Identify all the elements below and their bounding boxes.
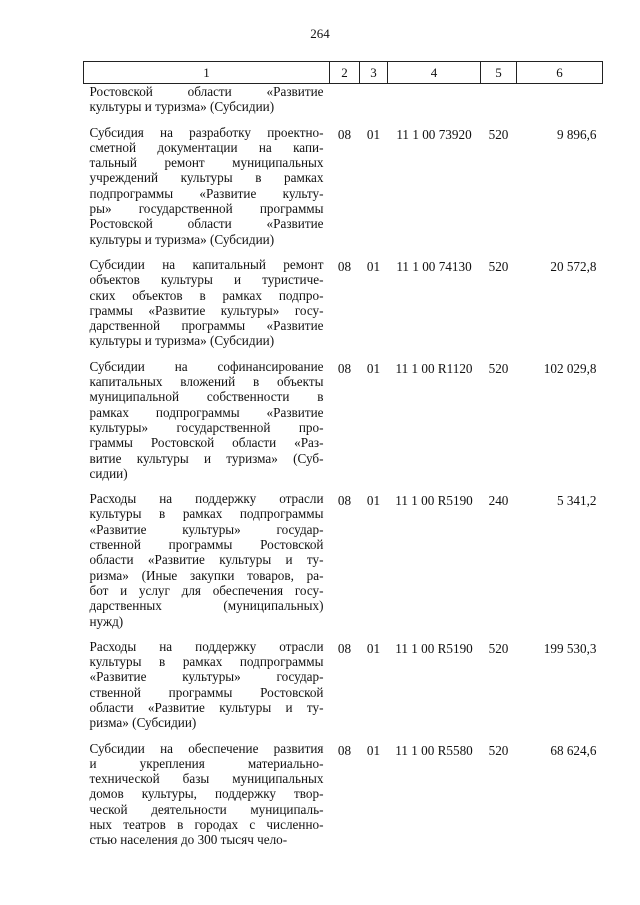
target-article-code: 11 1 00 R1120 — [395, 360, 473, 376]
description-line: сметной документации на капи- — [89, 139, 324, 155]
description-line: учреждений культуры в рамках — [89, 170, 324, 186]
target-article-code: 11 1 00 73920 — [396, 126, 472, 142]
amount-value: 199 530,3 — [543, 640, 597, 656]
amount-value: 68 624,6 — [550, 742, 597, 758]
table-body — [84, 84, 603, 858]
column-header-name: 1 — [84, 62, 330, 84]
description-line: культуры в рамках подпрограммы — [89, 654, 324, 670]
description-line: ных театров в городах с численно- — [89, 817, 324, 833]
column-header-section: 2 — [330, 62, 360, 84]
description-line: Субсидия на разработку проектно- — [89, 124, 324, 140]
description-line: объектов культуры и туристиче- — [89, 272, 324, 288]
table-header — [84, 62, 603, 84]
table-row — [84, 359, 603, 491]
description-line: культуры и туризма» (Субсидии) — [89, 231, 275, 247]
section-code — [330, 84, 360, 125]
description-line: «Развитие культуры» государ- — [89, 521, 324, 537]
description-line: ственной программы Ростовской — [89, 537, 324, 553]
description-line: Субсидии на софинансирование — [89, 358, 324, 374]
budget-table — [83, 61, 603, 858]
description-line: бот и услуг для обеспечения госу- — [89, 582, 324, 598]
description-line: капитальных вложений в объекты — [89, 374, 324, 390]
description-line: культуры» государственной про- — [89, 419, 324, 435]
table-row — [84, 84, 603, 125]
target-article-code: 11 1 00 R5190 — [395, 493, 473, 509]
target-article-code: 11 1 00 R5580 — [395, 742, 473, 758]
description-line: Ростовской области «Развитие — [89, 84, 324, 99]
column-header-amount: 6 — [517, 62, 603, 84]
description-line: культуры и туризма» (Субсидии) — [89, 99, 275, 115]
table-row — [84, 639, 603, 741]
expense-type-code: 520 — [488, 258, 509, 274]
description-line: подпрограммы «Развитие культу- — [89, 185, 324, 201]
description-line: области «Развитие культуры и ту- — [89, 552, 324, 568]
description-line: муниципальной собственности в — [89, 389, 324, 405]
description-line: витие культуры и туризма» (Суб- — [89, 450, 324, 466]
target-article-code: 11 1 00 74130 — [396, 258, 472, 274]
section-code: 08 — [337, 742, 352, 758]
column-header-target-article: 4 — [388, 62, 481, 84]
expense-type-code: 240 — [488, 493, 509, 509]
expense-type-code: 520 — [488, 742, 509, 758]
subsection-code: 01 — [366, 493, 381, 509]
table-row — [84, 125, 603, 257]
description-line: граммы «Развитие культуры» госу- — [89, 302, 324, 318]
target-article-code — [388, 84, 481, 125]
amount-value: 20 572,8 — [550, 258, 597, 274]
page-number: 264 — [310, 26, 330, 41]
description-line: Субсидии на обеспечение развития — [89, 740, 324, 756]
description-line: дарственных (муниципальных) — [89, 598, 324, 614]
description-line: культуры и туризма» (Субсидии) — [89, 333, 275, 349]
row-description — [84, 741, 330, 858]
subsection-code: 01 — [366, 742, 381, 758]
subsection-code: 01 — [366, 360, 381, 376]
description-line: рамках подпрограммы «Развитие — [89, 404, 324, 420]
table-row — [84, 741, 603, 858]
row-description — [84, 359, 330, 491]
section-code: 08 — [337, 126, 352, 142]
expense-type-code: 520 — [488, 640, 509, 656]
section-code: 08 — [337, 360, 352, 376]
description-line: ры» государственной программы — [89, 201, 324, 217]
description-line: Расходы на поддержку отрасли — [89, 638, 324, 654]
section-code: 08 — [337, 640, 352, 656]
description-line: Субсидии на капитальный ремонт — [89, 256, 324, 272]
amount-value: 5 341,2 — [556, 493, 597, 509]
row-description — [84, 491, 330, 639]
amount-value — [517, 84, 603, 125]
expense-type-code — [481, 84, 517, 125]
row-description — [84, 639, 330, 741]
description-line: области «Развитие культуры и ту- — [89, 699, 324, 715]
description-line: ских объектов в рамках подпро- — [89, 287, 324, 303]
row-description — [84, 257, 330, 359]
expense-type-code: 520 — [488, 360, 509, 376]
table-row — [84, 491, 603, 639]
table-row — [84, 257, 603, 359]
description-line: нужд) — [89, 613, 124, 629]
subsection-code: 01 — [366, 258, 381, 274]
section-code: 08 — [337, 258, 352, 274]
amount-value: 102 029,8 — [543, 360, 597, 376]
description-line: тальный ремонт муниципальных — [89, 155, 324, 171]
description-line: и укрепления материально- — [89, 755, 324, 771]
section-code: 08 — [337, 493, 352, 509]
description-line: дарственной программы «Развитие — [89, 318, 324, 334]
description-line: стью населения до 300 тысяч чело- — [89, 832, 288, 848]
description-line: технической базы муниципальных — [89, 771, 324, 787]
subsection-code: 01 — [366, 126, 381, 142]
description-line: ризма» (Иные закупки товаров, ра- — [89, 567, 324, 583]
amount-value: 9 896,6 — [556, 126, 597, 142]
description-line: ризма» (Субсидии) — [89, 715, 197, 731]
subsection-code: 01 — [366, 640, 381, 656]
description-line: домов культуры, поддержку твор- — [89, 786, 324, 802]
row-description — [84, 84, 330, 125]
description-line: ственной программы Ростовской — [89, 684, 324, 700]
description-line: культуры в рамках подпрограммы — [89, 506, 324, 522]
column-header-expense-type: 5 — [481, 62, 517, 84]
column-header-subsection: 3 — [360, 62, 388, 84]
description-line: Ростовской области «Развитие — [89, 216, 324, 232]
description-line: «Развитие культуры» государ- — [89, 669, 324, 685]
expense-type-code: 520 — [488, 126, 509, 142]
description-line: граммы Ростовской области «Раз- — [89, 435, 324, 451]
row-description — [84, 125, 330, 257]
description-line: ческой деятельности муниципаль- — [89, 801, 324, 817]
description-line: сидии) — [89, 465, 128, 481]
target-article-code: 11 1 00 R5190 — [395, 640, 473, 656]
description-line: Расходы на поддержку отрасли — [89, 491, 324, 507]
subsection-code — [360, 84, 388, 125]
